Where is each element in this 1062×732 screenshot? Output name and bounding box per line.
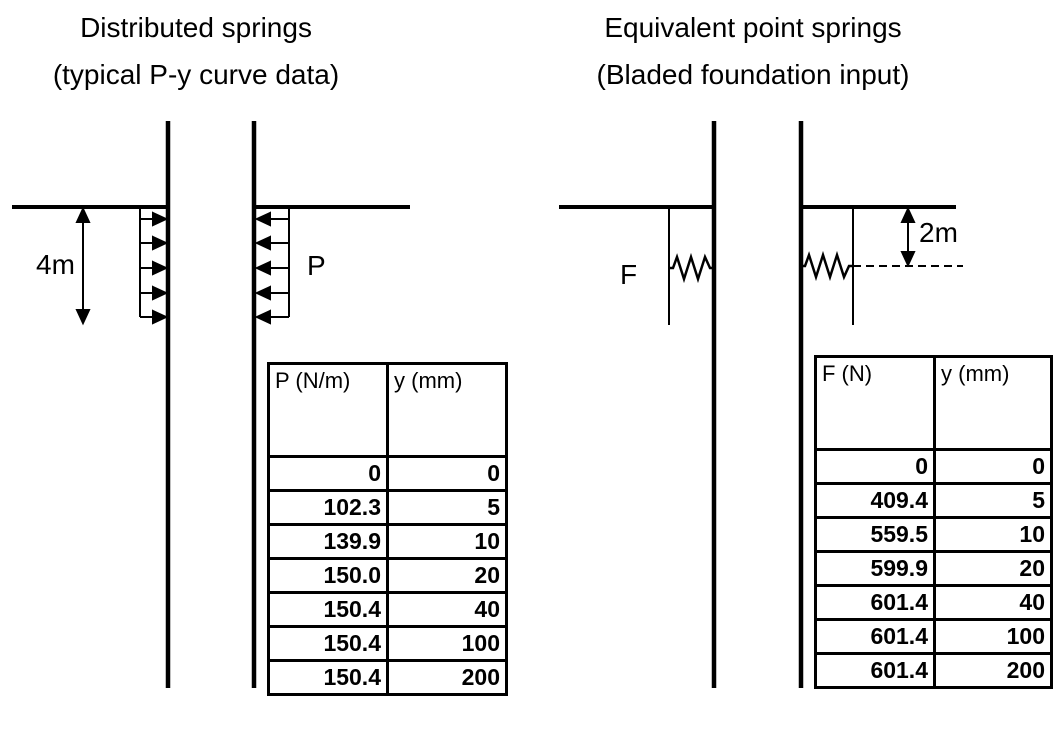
y-value: 40 xyxy=(935,586,1052,620)
table-header-row xyxy=(269,364,507,457)
distributed-load-arrows-right xyxy=(140,207,166,323)
table-row xyxy=(816,620,1052,654)
right-panel-title: Equivalent point springs xyxy=(604,12,902,43)
p-value: 150.4 xyxy=(269,627,388,661)
f-value: 409.4 xyxy=(816,484,935,518)
table-row xyxy=(269,559,507,593)
table-row xyxy=(269,627,507,661)
depth-2m-label: 2m xyxy=(919,217,958,248)
y-column-header: y (mm) xyxy=(935,357,1052,450)
left-panel-subtitle: (typical P-y curve data) xyxy=(52,59,340,90)
table-row xyxy=(816,586,1052,620)
y-value: 5 xyxy=(935,484,1052,518)
table-row xyxy=(269,525,507,559)
y-column-header: y (mm) xyxy=(388,364,507,457)
distributed-load-arrows-left xyxy=(257,207,289,323)
f-value: 599.9 xyxy=(816,552,935,586)
p-value: 150.0 xyxy=(269,559,388,593)
y-value: 5 xyxy=(388,491,507,525)
y-value: 40 xyxy=(388,593,507,627)
y-value: 10 xyxy=(388,525,507,559)
table-row xyxy=(269,661,507,695)
y-value: 200 xyxy=(388,661,507,695)
p-value: 139.9 xyxy=(269,525,388,559)
p-value: 150.4 xyxy=(269,661,388,695)
y-value: 20 xyxy=(388,559,507,593)
dimension-arrow-2m xyxy=(902,209,914,265)
table-row xyxy=(816,654,1052,688)
table-row xyxy=(816,484,1052,518)
y-value: 100 xyxy=(935,620,1052,654)
table-row xyxy=(816,552,1052,586)
spring-icon xyxy=(669,257,714,279)
point-force-f-label: F xyxy=(620,259,638,290)
p-value: 150.4 xyxy=(269,593,388,627)
depth-4m-label: 4m xyxy=(36,249,75,280)
table-row xyxy=(269,457,507,491)
table-row xyxy=(816,518,1052,552)
f-column-header: F (N) xyxy=(816,357,935,450)
y-value: 20 xyxy=(935,552,1052,586)
right-panel-subtitle: (Bladed foundation input) xyxy=(596,59,910,90)
y-value: 10 xyxy=(935,518,1052,552)
f-value: 0 xyxy=(816,450,935,484)
table-row xyxy=(269,593,507,627)
p-value: 102.3 xyxy=(269,491,388,525)
fy-spring-table xyxy=(814,355,1053,689)
table-header-row xyxy=(816,357,1052,450)
y-value: 100 xyxy=(388,627,507,661)
y-value: 200 xyxy=(935,654,1052,688)
py-curve-table xyxy=(267,362,508,696)
y-value: 0 xyxy=(388,457,507,491)
table-row xyxy=(269,491,507,525)
p-column-header: P (N/m) xyxy=(269,364,388,457)
spring-icon xyxy=(801,255,853,277)
dimension-arrow-4m xyxy=(77,209,89,323)
f-value: 601.4 xyxy=(816,586,935,620)
f-value: 559.5 xyxy=(816,518,935,552)
table-row xyxy=(816,450,1052,484)
distributed-load-p-label: P xyxy=(307,250,326,281)
f-value: 601.4 xyxy=(816,654,935,688)
y-value: 0 xyxy=(935,450,1052,484)
p-value: 0 xyxy=(269,457,388,491)
f-value: 601.4 xyxy=(816,620,935,654)
left-panel-title: Distributed springs xyxy=(80,12,312,43)
